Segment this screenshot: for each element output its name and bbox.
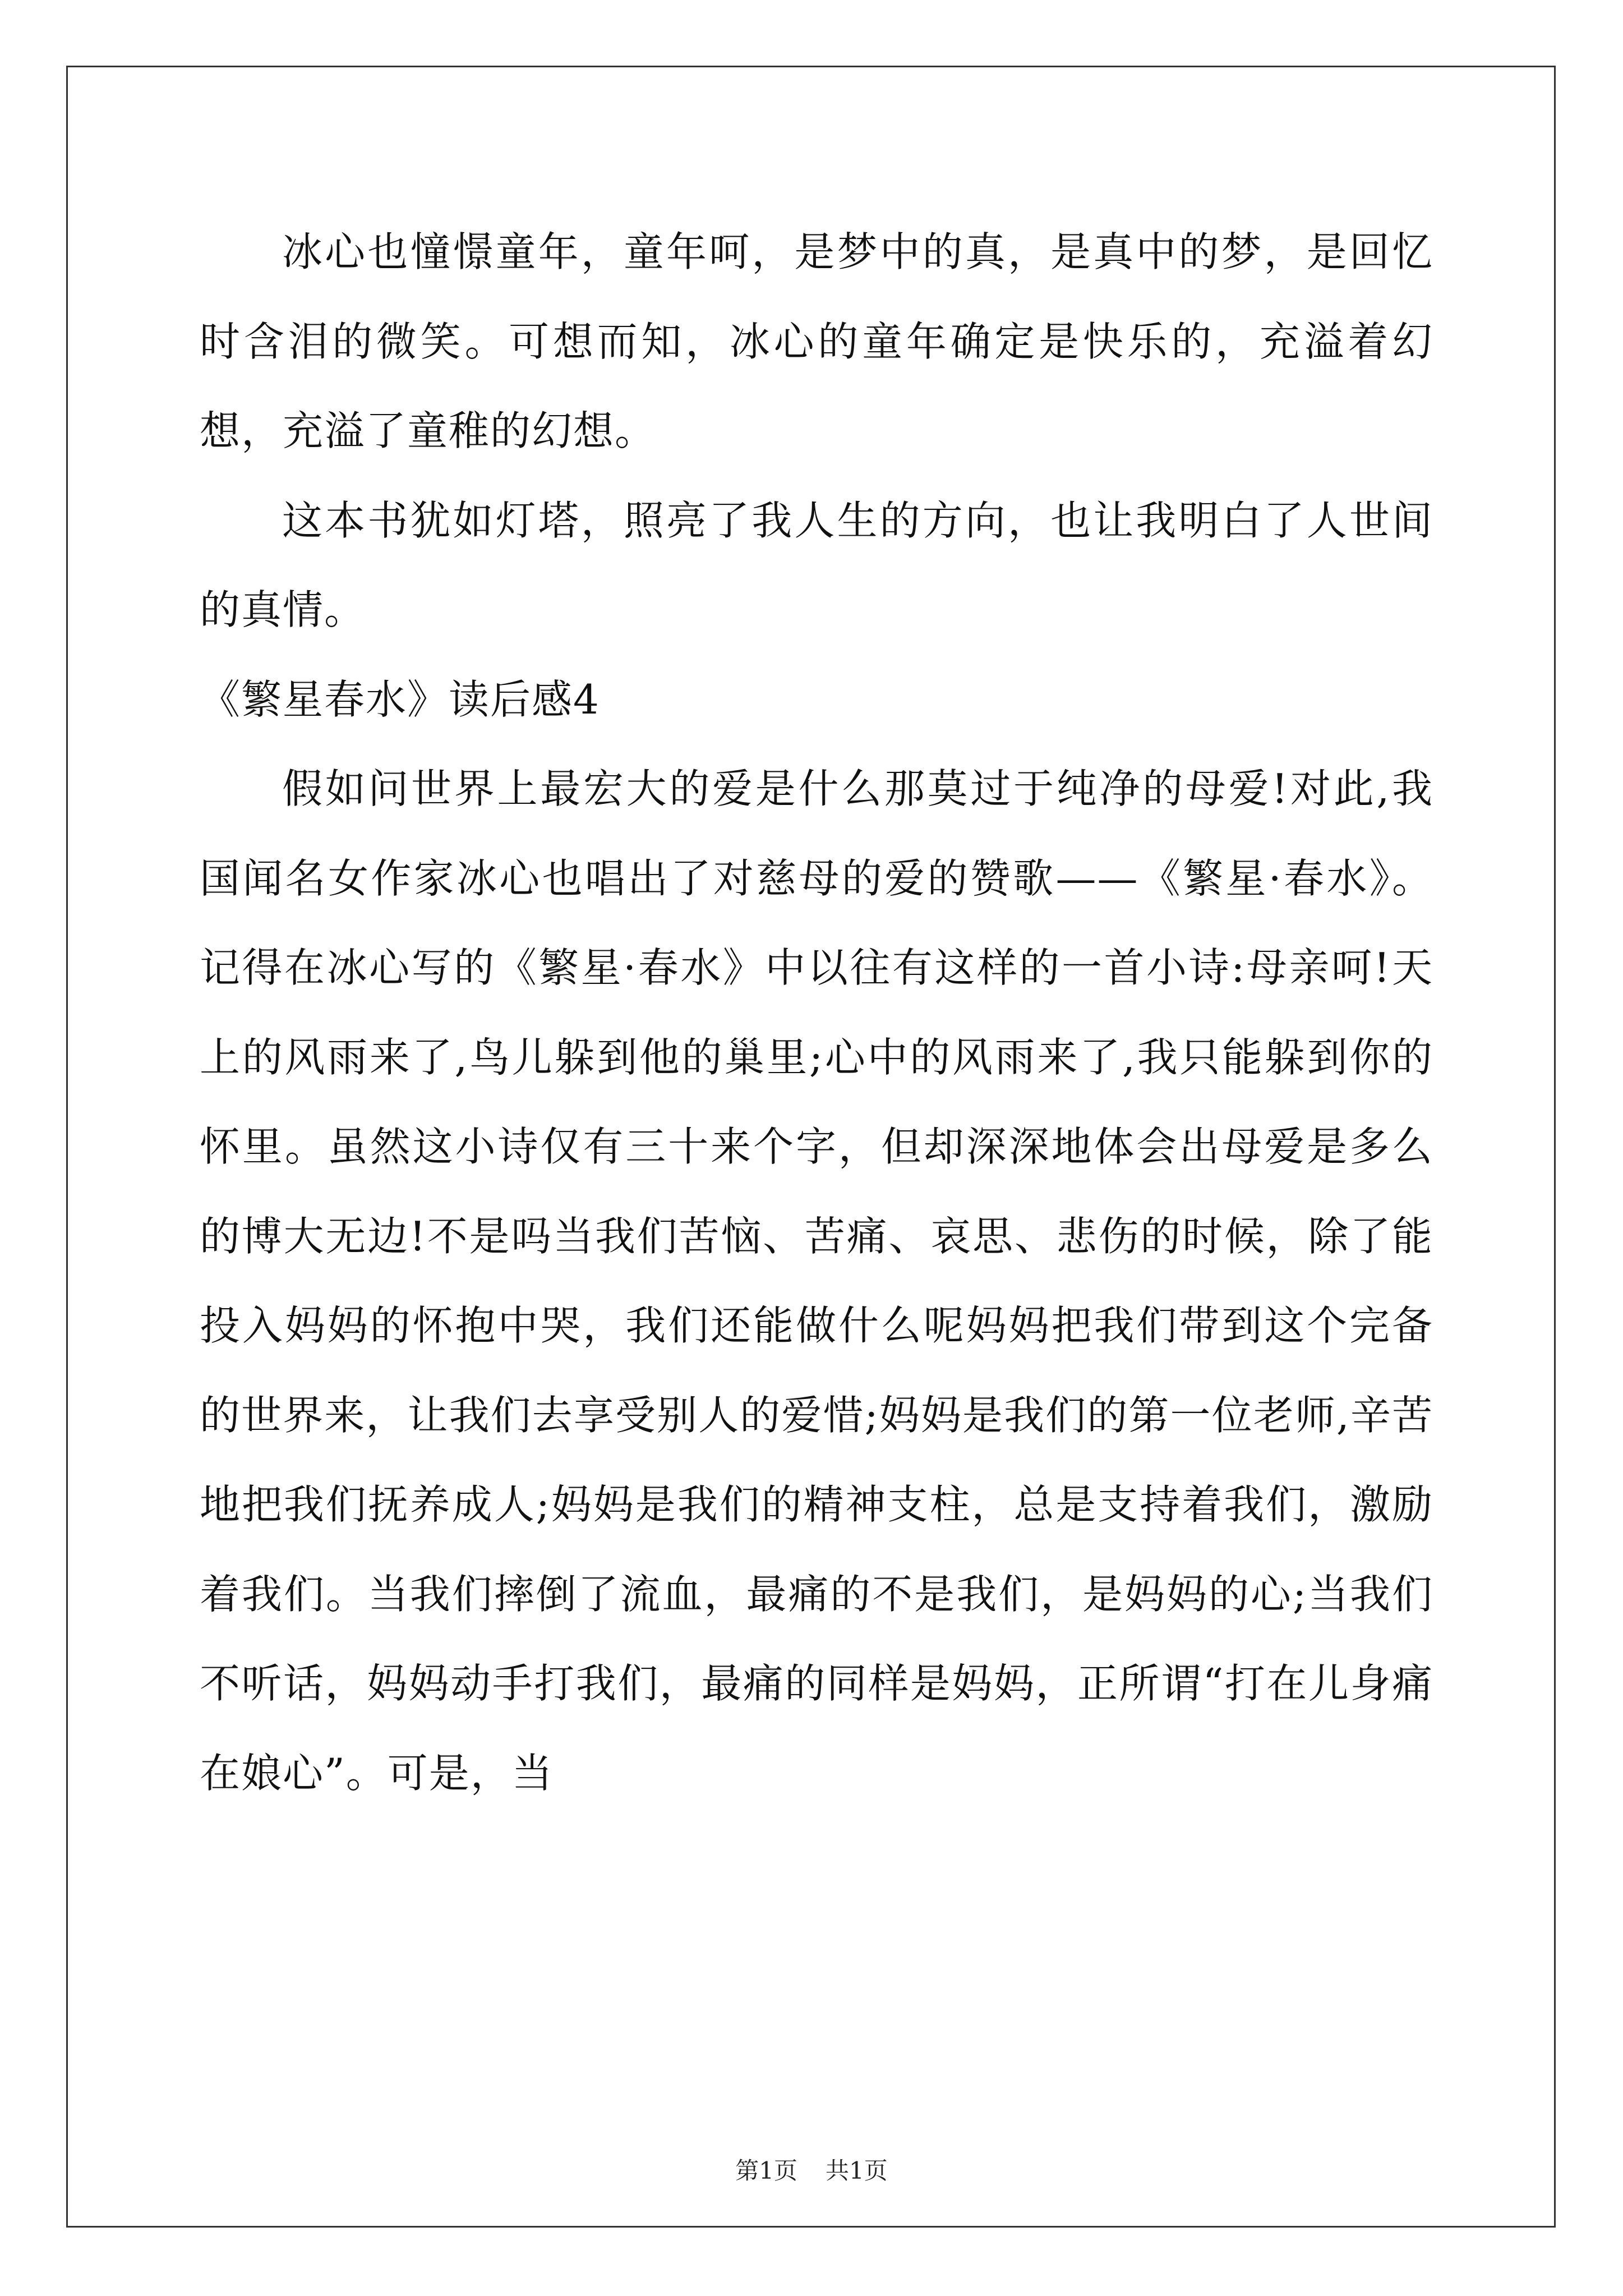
page-number-current: 第1页 [735,2157,797,2184]
document-body [200,208,1433,1818]
paragraph-3: 假如问世界上最宏大的爱是什么那莫过于纯净的母爱!对此,我国闻名女作家冰心也唱出了对慈母的爱的赞歌——《繁星·春水》。记得在冰心写的《繁星·春水》中以往有这样的一首小诗:母亲呵!天上的风雨来了,鸟儿躲到他的巢里;心中的风雨来了,我只能躲到你的怀里。虽然这小诗仅有三十来个字，但却深深地体会出母爱是多么的博大无边!不是吗当我们苦恼、苦痛、哀思、悲伤的时候，除了能投入妈妈的怀抱中哭，我们还能做什么呢妈妈把我们带到这个完备的世界来，让我们去享受别人的爱惜;妈妈是我们的第一位老师,辛苦地把我们抚养成人;妈妈是我们的精神支柱，总是支持着我们，激励着我们。当我们摔倒了流血，最痛的不是我们，是妈妈的心;当我们不听话，妈妈动手打我们，最痛的同样是妈妈，正所谓“打在儿身痛在娘心”。可是，当 [200,765,1433,1797]
paragraph-1: 冰心也憧憬童年，童年呵，是梦中的真，是真中的梦，是回忆时含泪的微笑。可想而知，冰心的童年确定是快乐的，充溢着幻想，充溢了童稚的幻想。 [200,228,1433,454]
page-number-total: 共1页 [826,2157,888,2184]
paragraph-2: 这本书犹如灯塔，照亮了我人生的方向，也让我明白了人世间的真情。 [200,496,1433,633]
page-footer [0,2154,1623,2188]
section-heading: 《繁星春水》读后感4 [200,675,600,723]
